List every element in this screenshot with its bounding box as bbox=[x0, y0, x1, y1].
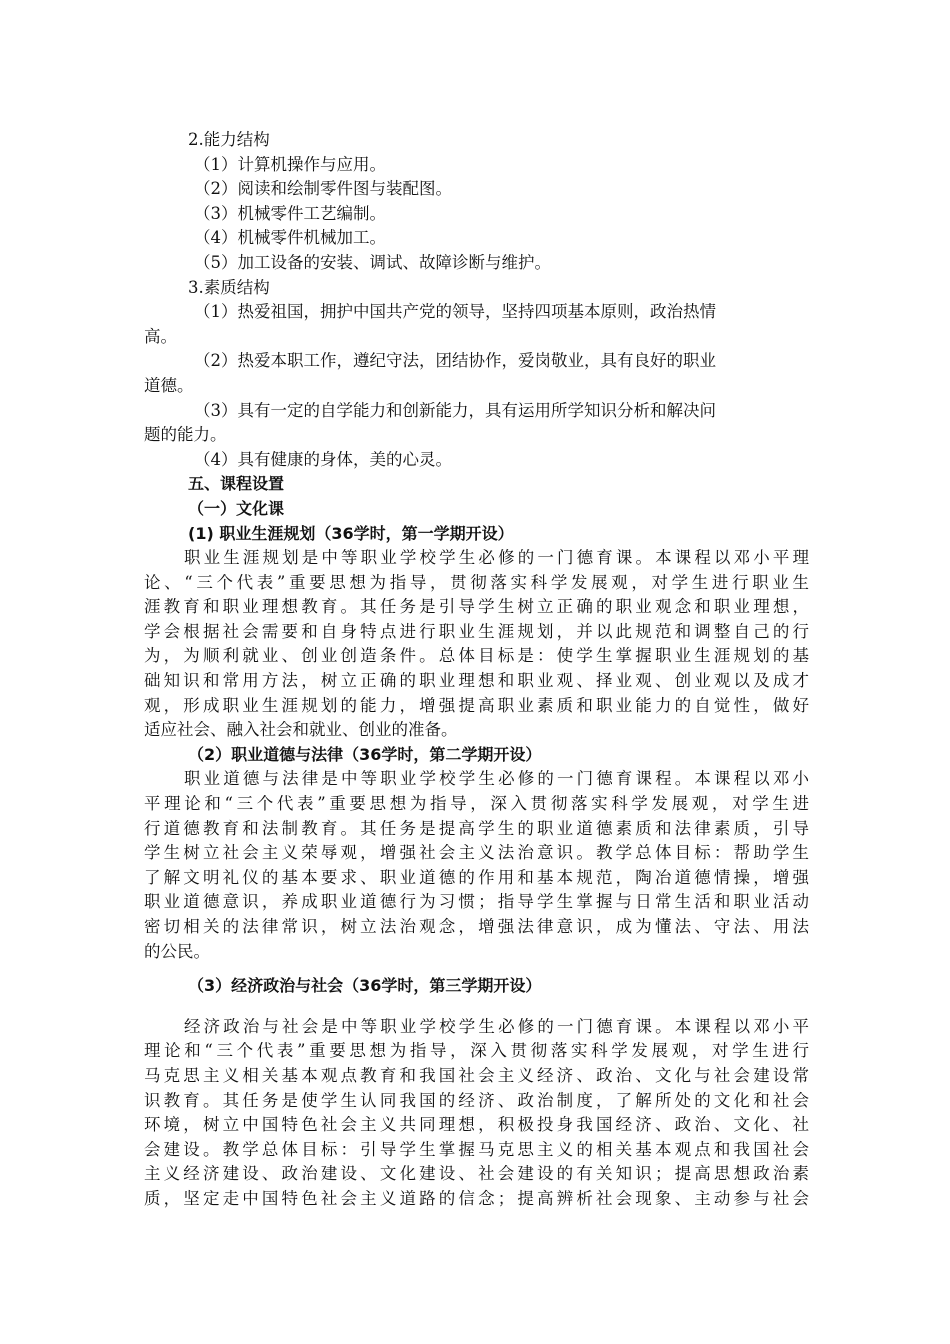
course-3-line: 主义经济建设、政治建设、文化建设、社会建设的有关知识；提高思想政治素 bbox=[144, 1164, 809, 1184]
subsection-heading-culture: （一）文化课 bbox=[188, 498, 285, 518]
ability-item-3: （3）机械零件工艺编制。 bbox=[194, 203, 386, 223]
course-2-line: 学生树立社会主义荣辱观，增强社会主义法治意识。教学总体目标：帮助学生 bbox=[144, 843, 809, 863]
course-2-line: 密切相关的法律常识，树立法治观念，增强法律意识，成为懂法、守法、用法 bbox=[144, 917, 809, 936]
course-3-heading: （3）经济政治与社会（36学时，第三学期开设） bbox=[188, 976, 542, 996]
course-2-line: 职业道德与法律是中等职业学校学生必修的一门德育课程。本课程以邓小 bbox=[184, 769, 809, 789]
course-3-line: 会建设。教学总体目标：引导学生掌握马克思主义的相关基本观点和我国社会 bbox=[144, 1139, 809, 1159]
course-2-line: 行道德教育和法制教育。其任务是提高学生的职业道德素质和法律素质，引导 bbox=[144, 818, 809, 838]
course-2-line: 职业道德意识，养成职业道德行为习惯；指导学生掌握与日常生活和职业活动 bbox=[144, 892, 809, 912]
course-1-line: 职业生涯规划是中等职业学校学生必修的一门德育课。本课程以邓小平理 bbox=[184, 548, 809, 568]
quality-item-4-line-1: （4）具有健康的身体，美的心灵。 bbox=[194, 449, 452, 469]
ability-item-1: （1）计算机操作与应用。 bbox=[194, 154, 386, 174]
course-3-line: 经济政治与社会是中等职业学校学生必修的一门德育课。本课程以邓小平 bbox=[184, 1016, 809, 1036]
course-3-line: 质，坚定走中国特色社会主义道路的信念；提高辨析社会现象、主动参与社会 bbox=[144, 1188, 809, 1208]
ability-item-5: （5）加工设备的安装、调试、故障诊断与维护。 bbox=[194, 252, 551, 272]
course-1-line: 涯教育和职业理想教育。其任务是引导学生树立正确的职业观念和职业理想， bbox=[144, 597, 809, 617]
quality-item-3-line-1: （3）具有一定的自学能力和创新能力，具有运用所学知识分析和解决问 bbox=[194, 400, 716, 420]
course-3-line: 马克思主义相关基本观点教育和我国社会主义经济、政治、文化与社会建设常 bbox=[144, 1065, 809, 1085]
document-page bbox=[144, 128, 809, 1212]
quality-heading: 3.素质结构 bbox=[188, 277, 270, 297]
course-2-heading: （2）职业道德与法律（36学时，第二学期开设） bbox=[188, 744, 542, 764]
course-1-line: 础知识和常用方法，树立正确的职业理想和职业观、择业观、创业观以及成才 bbox=[144, 671, 809, 691]
course-3-line: 环境，树立中国特色社会主义共同理想，积极投身我国经济、政治、文化、社 bbox=[144, 1115, 809, 1135]
course-2-line: 了解文明礼仪的基本要求、职业道德的作用和基本规范，陶冶道德情操，增强 bbox=[144, 867, 809, 887]
quality-item-2-line-2: 道德。 bbox=[144, 375, 194, 395]
course-1-line: 为，为顺利就业、创业创造条件。总体目标是：使学生掌握职业生涯规划的基 bbox=[144, 646, 809, 666]
course-1-heading: (1) 职业生涯规划（36学时，第一学期开设） bbox=[188, 523, 514, 543]
course-1-line: 适应社会、融入社会和就业、创业的准备。 bbox=[144, 720, 458, 740]
course-1-line: 观，形成职业生涯规划的能力，增强提高职业素质和职业能力的自觉性，做好 bbox=[144, 695, 809, 715]
course-1-line: 论、“三个代表”重要思想为指导，贯彻落实科学发展观，对学生进行职业生 bbox=[144, 572, 809, 592]
quality-item-1-line-1: （1）热爱祖国，拥护中国共产党的领导，坚持四项基本原则，政治热情 bbox=[194, 302, 716, 322]
ability-heading: 2.能力结构 bbox=[188, 130, 270, 149]
ability-item-4: （4）机械零件机械加工。 bbox=[194, 228, 386, 248]
course-1-line: 学会根据社会需要和自身特点进行职业生涯规划，并以此规范和调整自己的行 bbox=[144, 621, 809, 641]
ability-item-2: （2）阅读和绘制零件图与装配图。 bbox=[194, 179, 452, 199]
course-3-line: 识教育。其任务是使学生认同我国的经济、政治制度，了解所处的文化和社会 bbox=[144, 1090, 809, 1110]
quality-item-3-line-2: 题的能力。 bbox=[144, 425, 227, 445]
course-3-line: 理论和“三个代表”重要思想为指导，深入贯彻落实科学发展观，对学生进行 bbox=[144, 1041, 809, 1061]
course-2-line: 的公民。 bbox=[144, 941, 210, 961]
section-heading-course-setup: 五、课程设置 bbox=[188, 474, 285, 494]
quality-item-1-line-2: 高。 bbox=[144, 326, 177, 346]
course-2-line: 平理论和“三个代表”重要思想为指导，深入贯彻落实科学发展观，对学生进 bbox=[144, 794, 809, 814]
quality-item-2-line-1: （2）热爱本职工作，遵纪守法，团结协作，爱岗敬业，具有良好的职业 bbox=[194, 351, 716, 371]
